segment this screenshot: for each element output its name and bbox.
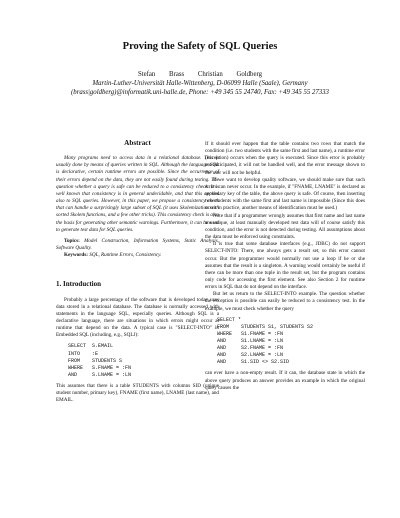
code-block-select-into: SELECT S.EMAIL INTO :E FROM STUDENTS S WHERE S.FNAME = :FN AND S.LNAME = :LN xyxy=(68,343,132,378)
section-heading-introduction: 1. Introduction xyxy=(56,280,101,289)
right-paragraph-2: If we want to develop quality software, we should make sure that such errors can never occur. In the example, if "FNAME, LNAME" is declared as secondary key of the table, the above query is safe. Of course, then inserting two students with the same first and last name is impossible (Since this does occur in practice, another means of identification must be used.) xyxy=(205,176,365,212)
intro-paragraph-1: Probably a large percentage of the software that is developed today uses data stored in a relational database. The database is normally accessed with statements in the language SQL, especially queries. Although SQL is a declarative language, there are situations in which errors might occur at runtime that depend on the data. A typical case is "SELECT-INTO" in Embedded SQL (including, e.g., SQLJ): xyxy=(56,296,219,339)
right-paragraph-3: Note that if a programmer wrongly assumes that first name and last name are unique, at least manually developed test data will of course satisfy this condition, and the error is not detected during testing. All assumptions about the data must be enforced using constraints. xyxy=(205,212,365,241)
code-block-consistency-query: SELECT * FROM STUDENTS S1, STUDENTS S2 WHERE S1.FNAME = :FN AND S1.LNAME = :LN AND S2.FNAME = :FN AND S2.LNAME = :LN AND S1.SID <> S2.SID xyxy=(217,316,314,366)
topics-text: Model Construction, Information Systems, Static Analysis, Software Quality. xyxy=(56,237,219,252)
right-column xyxy=(205,141,365,392)
author-names: Stefan Brass Christian Goldberg xyxy=(137,71,263,78)
abstract-text: Many programs need to access data in a relational database. This is usually done by means of queries written in SQL. Although the language SQL is declarative, certain runtime errors are possible. Since the occurrence of their errors depend on the data, they are not easily found during testing. The question whether a query is safe can be reduced to a consistency check. It is well known that consistency is in general undecidable, and that this applies also to SQL queries. However, in this paper, we propose a consistency check that can handle a surprisingly large subset of SQL (it uses Skolemization with sorted Skolem functions, and a few other tricks). This consistency check is also the basis for generating other semantic warnings. Furthermore, it can be used to generate test data for SQL queries. xyxy=(56,155,219,233)
right-paragraph-4: It is true that some database interfaces (e.g., JDBC) do not support SELECT-INTO: There, one always gets a result set, so this error cannot occur. But the programmer would normally not use a loop if he or she assumes that the result is a singleton. A warning would certainly be useful if there can be more than one tuple in the result set, but the program contains only code for accessing the first element. See also Section 2 for runtime errors in SQL that do not depend on the interface. xyxy=(205,241,365,291)
topics-line xyxy=(56,238,219,252)
author-contact: (brass|goldberg)@informatik.uni-halle.de, Phone: +49 345 55 24740, Fax: +49 345 55 27333 xyxy=(71,89,329,96)
keywords-line xyxy=(56,252,219,259)
keywords-text: SQL, Runtime Errors, Consistency. xyxy=(89,252,162,259)
keywords-label: Keywords: xyxy=(64,252,88,259)
topics-label: Topics: xyxy=(64,237,80,244)
right-paragraph-6: can ever have a non-empty result. If it can, the database state in which the above query produces an answer provides an example in which the original query causes the xyxy=(205,370,365,391)
left-column xyxy=(56,140,219,404)
right-paragraph-1: If it should ever happen that the table contains two rows that match the condition (i.e. two students with the same first and last name), a runtime error (exception) occurs when the query is executed. Since this error is probably not anticipated, it will not be handled well, and the error message shown to the user will not be helpful. xyxy=(205,141,365,176)
intro-paragraph-2: This assumes that there is a table STUDENTS with columns SID (unique student number, primary key), FNAME (first name), LNAME (last name), and EMAIL. xyxy=(56,382,219,404)
author-institution: Martin-Luther-Universität Halle-Wittenberg, D-06099 Halle (Saale), Germany xyxy=(92,80,308,87)
right-paragraph-5: But let us return to the SELECT-INTO example. The question whether the exception is possible can easily be reduced to a consistency test. In the example, we must check whether the query xyxy=(205,291,365,312)
paper-title: Proving the Safety of SQL Queries xyxy=(122,41,278,52)
abstract-heading: Abstract xyxy=(124,139,151,147)
author-block xyxy=(0,70,400,97)
